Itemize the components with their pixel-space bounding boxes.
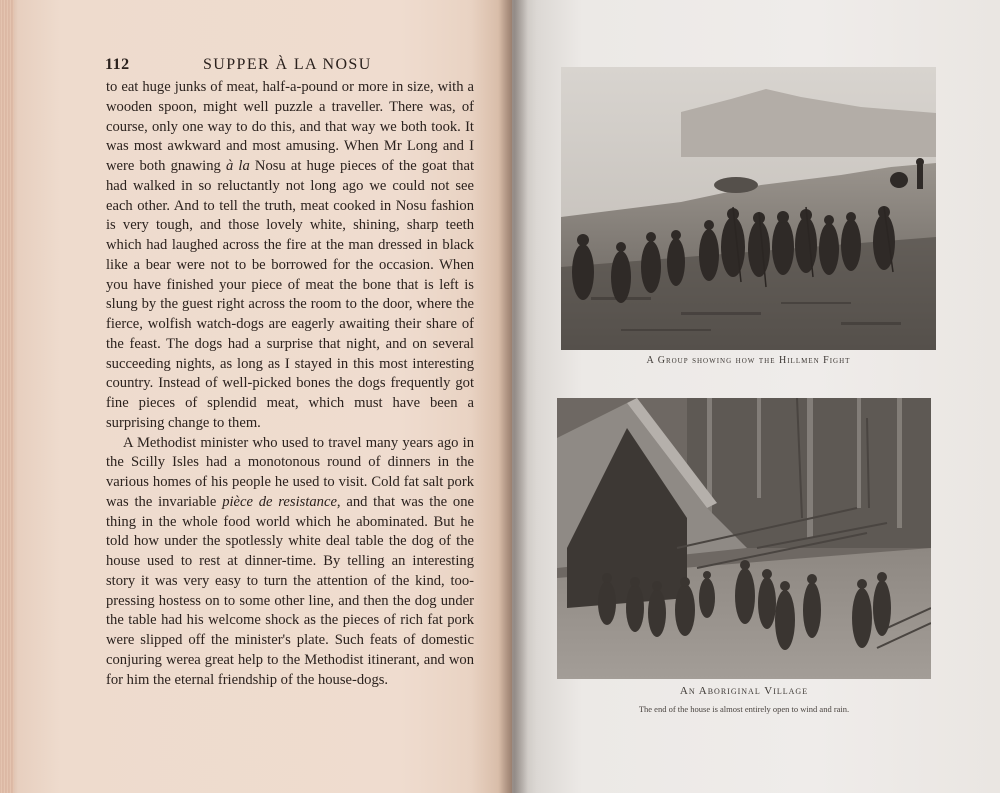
body-text [106, 78, 474, 690]
paragraph [106, 78, 474, 434]
photo1-caption: A Group showing how the Hillmen Fight [646, 355, 851, 366]
text-span: , and that was the one thing in the whole food world which he abominated. But he told how under the spotlessly white deal table the dog of the house used to rest at dinner-time. By telling an interesting story it was very easy to turn the attention of the kind, too-pressing hostess on to some other line, and then the dog under the table had his welcome shock as the pieces of rich fat pork were slipped off the minister's plate. Such feats of domestic conjuring werea great help to the Methodist itinerant, and won for him the eternal friendship of the house-dogs. [106, 493, 474, 688]
running-title: SUPPER À LA NOSU [203, 56, 372, 73]
book-gutter [498, 0, 528, 793]
photo-hillmen-group [561, 67, 936, 350]
photo-aboriginal-village [557, 398, 931, 679]
page-edge-stack [0, 0, 14, 793]
paragraph [106, 434, 474, 691]
page-header [105, 56, 473, 76]
text-span: Nosu at huge pieces of the goat that had walked in so reluctantly not long ago we could not see each other. And to tell the truth, meat cooked in Nosu fashion is very tough, and those lovely white, shining, sharp teeth which had laughed across the fire at the man dressed in black like a bear were not to be borrowed for the occasion. When you have finished your piece of meat the bone that is left is slung by the guest right across the room to the door, where the fierce, wolfish watch-dogs are eagerly awaiting their share of the feast. The dogs had a surprise that night, and on several succeeding nights, as long as I stayed in this most interesting country. Instead of well-picked bones the dogs frequently got fine pieces of splendid meat, which must have been a surprising change to them. [106, 158, 475, 431]
text-span: to eat huge junks of meat, half-a-pound or more in size, with a wooden spoon, might well puzzle a traveller. There was, of course, only one way to do this, and that way we both took. It was most awkward and most amusing. When Mr Long and I were both gnawing [106, 79, 474, 174]
italic-span: à la [225, 158, 250, 174]
photo2-caption: An Aboriginal Village [679, 685, 809, 697]
page-number: 112 [105, 56, 130, 73]
text-span: A Methodist minister who used to travel many years ago in the Scilly Isles had a monotonous round of dinners in the various homes of his people he used to visit. Cold fat salt pork was the invariable [106, 434, 474, 510]
italic-span: pièce de resistance [222, 493, 337, 510]
photo2-subcaption: The end of the house is almost entirely open to wind and rain. [638, 704, 850, 714]
